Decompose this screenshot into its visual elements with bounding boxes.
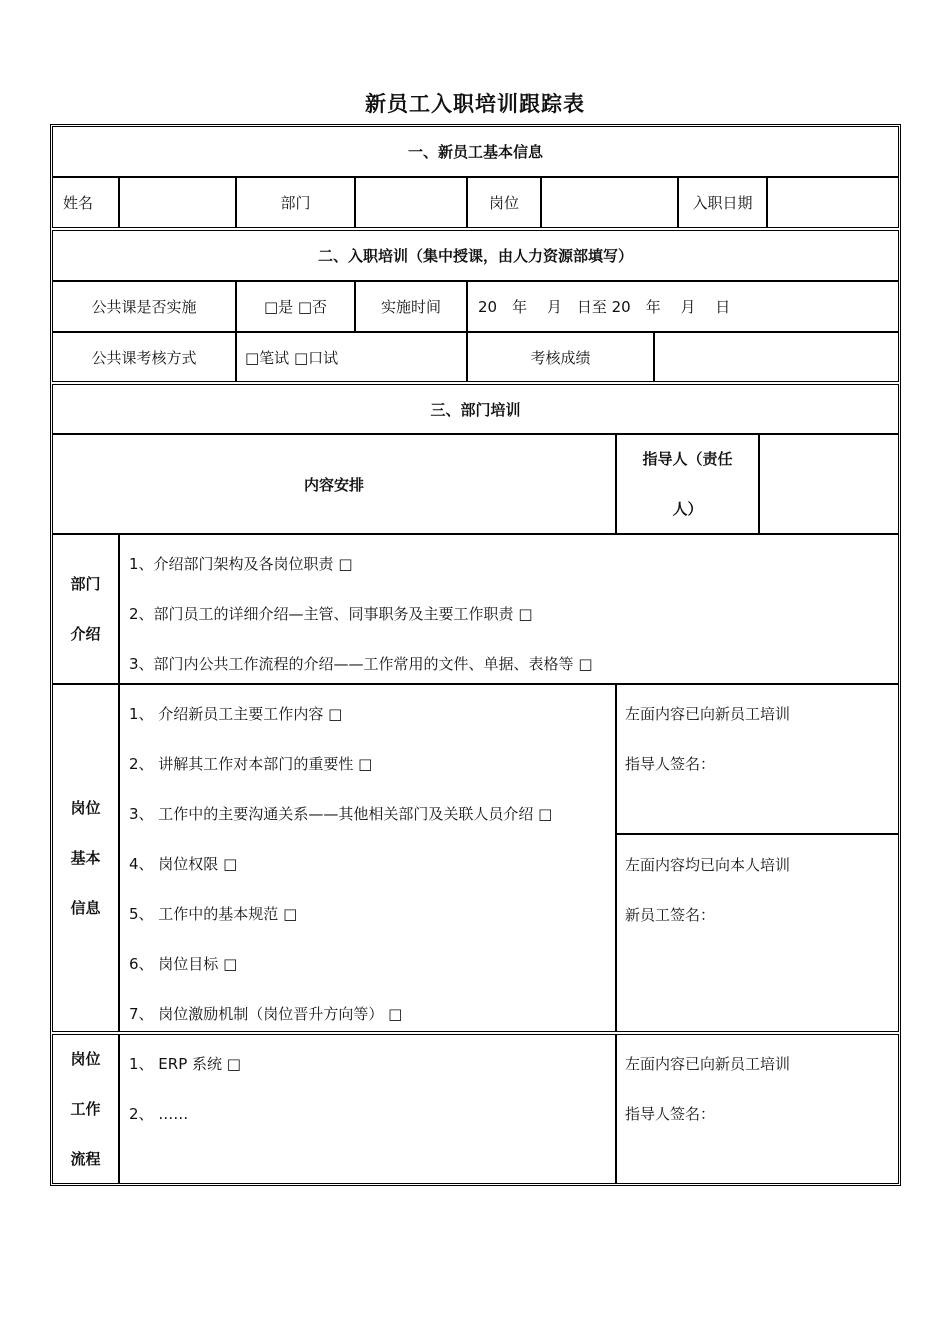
post-info-label-line2: 基本 <box>70 849 101 867</box>
post-info-list <box>119 684 616 1032</box>
dept-intro-label-line1: 部门 <box>70 575 101 593</box>
hire-date-field[interactable] <box>767 177 899 228</box>
employee-sign-box[interactable] <box>616 834 899 1032</box>
dept-intro-label-line2: 介绍 <box>70 625 101 643</box>
score-field[interactable] <box>654 332 899 382</box>
section1-heading: 一、新员工基本信息 <box>52 126 899 177</box>
mentor-sign-box[interactable] <box>616 684 899 834</box>
dept-field[interactable] <box>355 177 467 228</box>
implement-time-field[interactable]: 20 年 月 日至 20 年 月 日 <box>467 281 899 332</box>
dept-intro-label <box>52 534 119 684</box>
mentor-header <box>616 434 759 534</box>
workflow-label-line2: 工作 <box>70 1100 101 1118</box>
list-item[interactable]: 2、 …… <box>129 1105 189 1123</box>
hire-date-label: 入职日期 <box>678 177 767 228</box>
post-info-label-line3: 信息 <box>70 899 101 917</box>
dept-label: 部门 <box>236 177 355 228</box>
list-item[interactable]: 1、 ERP 系统 □ <box>129 1055 241 1073</box>
list-item[interactable]: 5、 工作中的基本规范 □ <box>129 905 298 923</box>
workflow-label-line1: 岗位 <box>70 1050 101 1068</box>
public-course-label: 公共课是否实施 <box>52 281 236 332</box>
post-info-label <box>52 684 119 1032</box>
list-item[interactable]: 6、 岗位目标 □ <box>129 955 238 973</box>
workflow-list <box>119 1034 616 1184</box>
workflow-sign-label: 指导人签名： <box>625 1105 716 1123</box>
exam-method-label: 公共课考核方式 <box>52 332 236 382</box>
dept-intro-list <box>119 534 899 684</box>
list-item[interactable]: 1、介绍部门架构及各岗位职责 □ <box>129 555 353 573</box>
content-header: 内容安排 <box>52 434 616 534</box>
page-title: 新员工入职培训跟踪表 <box>365 92 585 116</box>
name-field[interactable] <box>119 177 236 228</box>
name-label: 姓名 <box>52 177 119 228</box>
workflow-label-line3: 流程 <box>70 1150 101 1168</box>
mentor-header-line2: 人） <box>672 500 703 518</box>
list-item[interactable]: 2、 讲解其工作对本部门的重要性 □ <box>129 755 373 773</box>
workflow-sign-text: 左面内容已向新员工培训 <box>625 1055 791 1073</box>
list-item[interactable]: 4、 岗位权限 □ <box>129 855 238 873</box>
mentor-header-line1: 指导人（责任 <box>642 450 733 468</box>
employee-sign-label: 新员工签名： <box>625 906 716 924</box>
list-item[interactable]: 1、 介绍新员工主要工作内容 □ <box>129 705 343 723</box>
exam-method-options[interactable]: □笔试 □口试 <box>236 332 467 382</box>
public-course-options[interactable]: □是 □否 <box>236 281 355 332</box>
list-item[interactable]: 2、部门员工的详细介绍—主管、同事职务及主要工作职责 □ <box>129 605 533 623</box>
score-label: 考核成绩 <box>467 332 654 382</box>
post-field[interactable] <box>541 177 678 228</box>
list-item[interactable]: 3、部门内公共工作流程的介绍——工作常用的文件、单据、表格等 □ <box>129 655 593 673</box>
section3-heading: 三、部门培训 <box>52 384 899 434</box>
mentor-sign-text: 左面内容已向新员工培训 <box>625 705 791 723</box>
section2-heading: 二、入职培训（集中授课，由人力资源部填写） <box>52 230 899 281</box>
list-item[interactable]: 3、 工作中的主要沟通关系——其他相关部门及关联人员介绍 □ <box>129 805 553 823</box>
list-item[interactable]: 7、 岗位激励机制（岗位晋升方向等） □ <box>129 1005 403 1023</box>
workflow-sign-box[interactable] <box>616 1034 899 1184</box>
post-info-label-line1: 岗位 <box>70 799 101 817</box>
mentor-field[interactable] <box>759 434 899 534</box>
post-label: 岗位 <box>467 177 541 228</box>
workflow-label <box>52 1034 119 1184</box>
implement-time-label: 实施时间 <box>355 281 467 332</box>
mentor-sign-label: 指导人签名： <box>625 755 716 773</box>
employee-sign-text: 左面内容均已向本人培训 <box>625 856 791 874</box>
